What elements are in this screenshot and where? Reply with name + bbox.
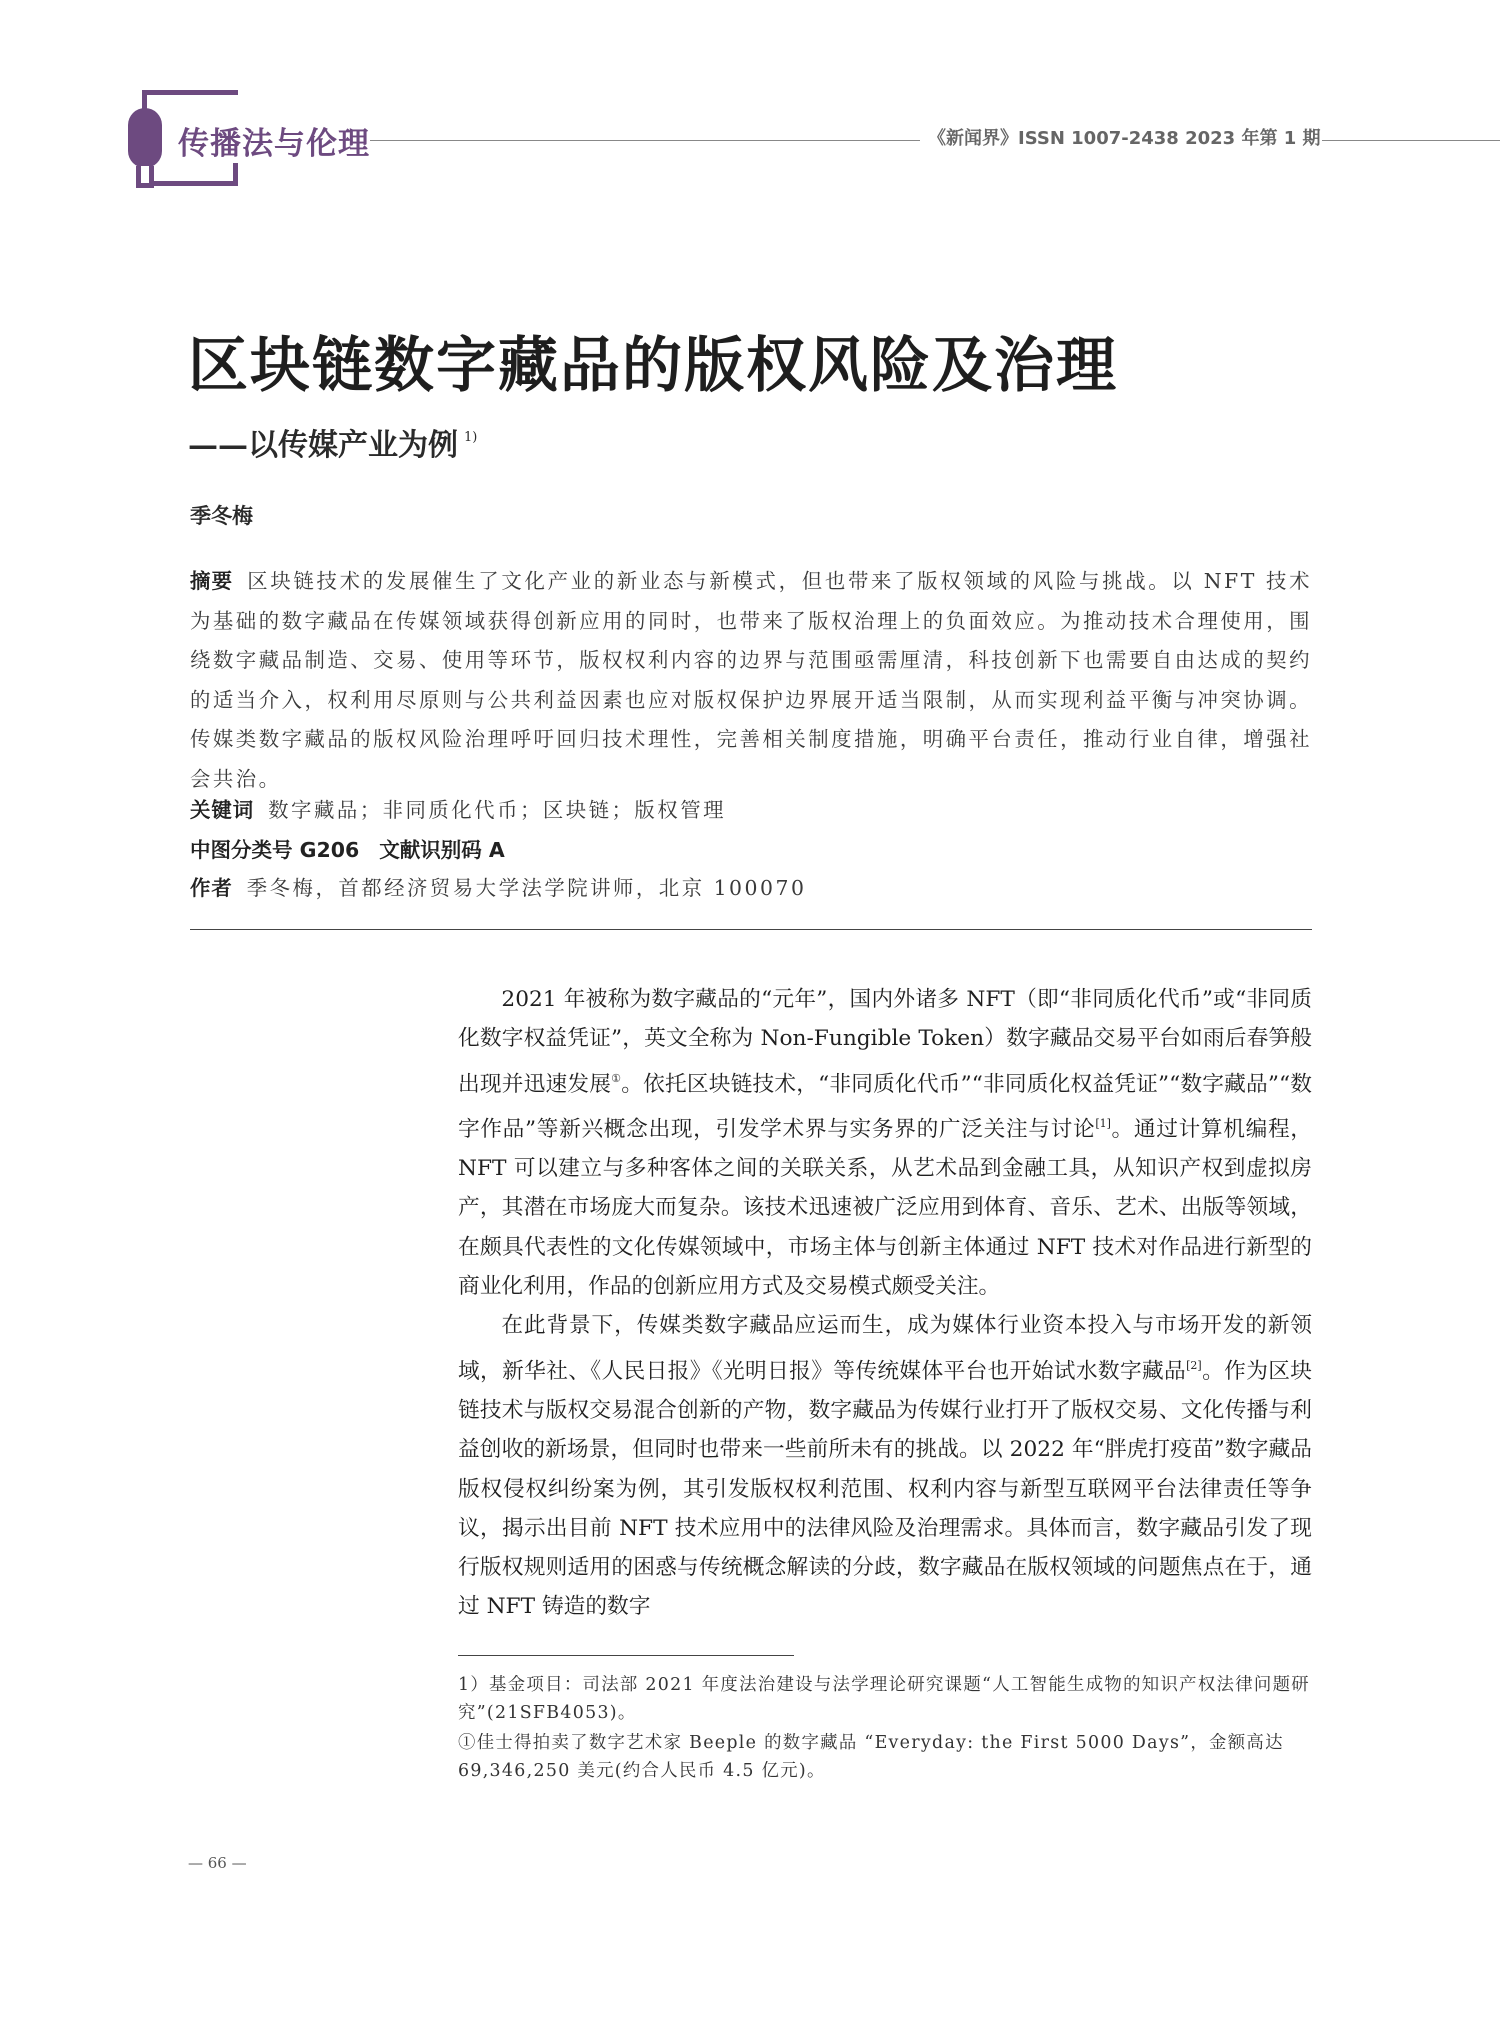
footnote-ref-1: ① — [611, 1071, 622, 1085]
article-subtitle — [188, 420, 477, 464]
abstract-divider — [190, 929, 1312, 930]
citation-ref-2: [2] — [1186, 1358, 1202, 1372]
subtitle-footnote-ref: 1) — [464, 430, 478, 445]
classification-row — [190, 833, 525, 863]
body-paragraph-2 — [458, 1306, 1312, 1626]
p2-text-a: 在此背景下，传媒类数字藏品应运而生，成为媒体行业资本投入与市场开发的新领域，新华社、《人民日报》《光明日报》等传统媒体平台也开始试水数字藏品 — [458, 1313, 1312, 1384]
abstract-text: 区块链技术的发展催生了文化产业的新业态与新模式，但也带来了版权领域的风险与挑战。以 NFT 技术为基础的数字藏品在传媒领域获得创新应用的同时，也带来了版权治理上的负面效应。为推动技术合理使用，围绕数字藏品制造、交易、使用等环节，版权权利内容的边界与范围亟需厘清，科技创新下也需要自由达成的契约的适当介入，权利用尽原则与公共利益因素也应对版权保护边界展开适当限制，从而实现利益平衡与冲突协调。传媒类数字藏品的版权风险治理呼吁回归技术理性，完善相关制度措施，明确平台责任，推动行业自律，增强社会共治。 — [190, 569, 1312, 791]
footnotes — [458, 1671, 1312, 1787]
body-paragraph-1 — [458, 980, 1312, 1306]
clc-number: 中图分类号 G206 — [190, 838, 360, 862]
keywords — [190, 794, 726, 823]
footnote-2: ①佳士得拍卖了数字艺术家 Beeple 的数字藏品 “Everyday: the First 5000 Days”，金额高达 69,346,250 美元(约合人民币 4.5 亿元)。 — [458, 1733, 1284, 1781]
p2-text-b: 。作为区块链技术与版权交易混合创新的产物，数字藏品为传媒行业打开了版权交易、文化传播与利益创收的新场景，但同时也带来一些前所未有的挑战。以 2022 年“胖虎打疫苗”数字藏品版权侵权纠纷案为例，其引发版权权利范围、权利内容与新型互联网平台法律责任等争议，揭示出目前 NFT 技术应用中的法律风险及治理需求。具体而言，数字藏品引发了现行版权规则适用的困惑与传统概念解读的分歧，数字藏品在版权领域的问题焦点在于，通过 NFT 铸造的数字 — [458, 1358, 1312, 1620]
section-name: 传播法与伦理 — [178, 118, 376, 163]
p1-text-b: 。依托区块链技术，“非同质化代币”“非同质化权益凭证”“数字藏品”“数字作品”等新兴概念出现，引发学术界与实务界的广泛关注与讨论 — [458, 1071, 1312, 1142]
subtitle-text: ——以传媒产业为例 — [188, 428, 458, 463]
keywords-text: 数字藏品；非同质化代币；区块链；版权管理 — [268, 798, 726, 822]
header-divider-left — [370, 140, 920, 141]
author-info-text: 季冬梅，首都经济贸易大学法学院讲师，北京 100070 — [246, 876, 807, 900]
journal-info: 《新闻界》ISSN 1007-2438 2023 年第 1 期 — [928, 128, 1321, 149]
footnote-divider — [458, 1655, 794, 1656]
citation-ref-1: [1] — [1095, 1116, 1111, 1130]
document-code: 文献识别码 A — [379, 838, 505, 862]
article-title: 区块链数字藏品的版权风险及治理 — [188, 331, 1118, 401]
keywords-label: 关键词 — [190, 798, 255, 822]
microphone-stand-icon — [136, 166, 154, 188]
author-info-label: 作者 — [190, 876, 233, 900]
p1-text-a: 2021 年被称为数字藏品的“元年”，国内外诸多 NFT（即“非同质化代币”或“非同质化数字权益凭证”，英文全称为 Non-Fungible Token）数字藏品交易平台如雨后春笋般出现并迅速发展 — [458, 987, 1312, 1097]
microphone-icon — [128, 108, 162, 168]
p1-text-c: 。通过计算机编程，NFT 可以建立与多种客体之间的关联关系，从艺术品到金融工具，从知识产权到虚拟房产，其潜在市场庞大而复杂。该技术迅速被广泛应用到体育、音乐、艺术、出版等领域，在颇具代表性的文化传媒领域中，市场主体与创新主体通过 NFT 技术对作品进行新型的商业化利用，作品的创新应用方式及交易模式颇受关注。 — [458, 1116, 1312, 1300]
header-divider-right — [1322, 140, 1500, 141]
author-name: 季冬梅 — [190, 504, 253, 528]
abstract-label: 摘要 — [190, 569, 234, 593]
footnote-1: 1）基金项目：司法部 2021 年度法治建设与法学理论研究课题“人工智能生成物的知识产权法律问题研究”(21SFB4053)。 — [458, 1675, 1310, 1723]
author-info — [190, 872, 806, 901]
abstract — [190, 562, 1312, 799]
body-text — [458, 980, 1312, 1627]
page-number: — 66 — — [188, 1854, 247, 1872]
